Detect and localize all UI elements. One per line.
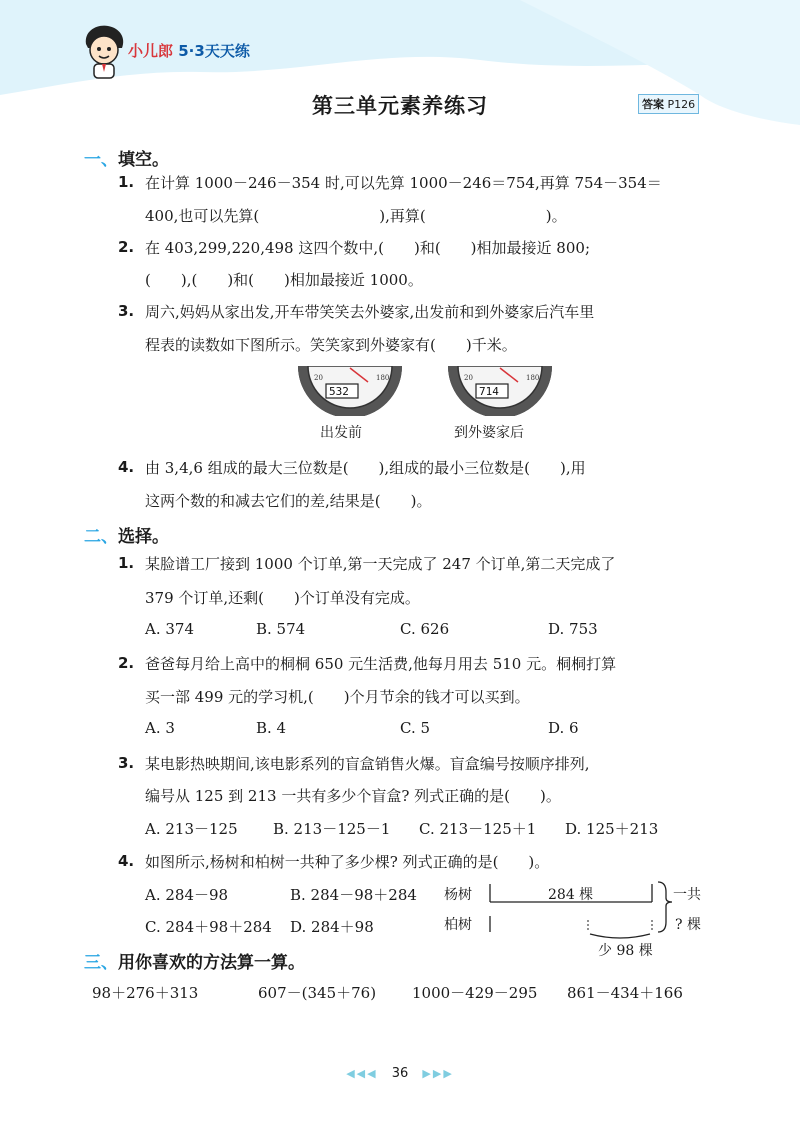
calc-expression: 98＋276＋313 (92, 984, 199, 1002)
diagram-total-label: 一共 (673, 887, 701, 903)
section-number: 三、 (84, 953, 118, 973)
brand-left: 小儿郎 (128, 42, 174, 60)
choice-option-b: B. 4 (256, 719, 287, 737)
odometer-reading: 714 (479, 385, 499, 398)
section-label: 选择。 (118, 527, 169, 547)
choice-option-b: B. 284－98＋284 (290, 886, 417, 904)
question-number: 4. (118, 852, 135, 870)
section-number: 一、 (84, 150, 118, 170)
question-line: 编号从 125 到 213 一共有多少个盲盒? 列式正确的是( )。 (145, 787, 561, 805)
choice-option-a: A. 213－125 (145, 820, 238, 838)
question-number: 1. (118, 173, 135, 191)
calc-expression: 861－434＋166 (567, 984, 683, 1002)
odometer-gauge-start (290, 366, 410, 416)
question-line: 买一部 499 元的学习机,( )个月节余的钱才可以买到。 (145, 688, 530, 706)
question-number: 2. (118, 238, 135, 256)
diagram-less-label: 少 98 棵 (598, 943, 653, 959)
choice-option-c: C. 284＋98＋284 (145, 918, 272, 936)
diagram-total-label: ? 棵 (675, 917, 701, 933)
gauge-tick-label: 180 (376, 374, 390, 382)
question-number: 1. (118, 554, 135, 572)
choice-option-d: D. 6 (548, 719, 579, 737)
footer-arrows-right-icon: ▶▶▶ (422, 1067, 454, 1080)
tree-count-diagram (480, 878, 680, 958)
choice-option-d: D. 125＋213 (565, 820, 659, 838)
question-line: 379 个订单,还剩( )个订单没有完成。 (145, 589, 420, 607)
mascot-icon (80, 22, 128, 80)
choice-option-c: C. 213－125＋1 (419, 820, 537, 838)
question-number: 3. (118, 754, 135, 772)
diagram-row-label: 杨树 (444, 887, 472, 903)
section-fill-heading (84, 145, 169, 170)
choice-option-b: B. 574 (256, 620, 306, 638)
question-line: 某脸谱工厂接到 1000 个订单,第一天完成了 247 个订单,第二天完成了 (145, 555, 616, 573)
choice-option-b: B. 213－125－1 (273, 820, 391, 838)
gauge-caption: 到外婆家后 (454, 425, 524, 441)
question-number: 4. (118, 458, 135, 476)
odometer-reading: 532 (329, 385, 349, 398)
question-line: 周六,妈妈从家出发,开车带笑笑去外婆家,出发前和到外婆家后汽车里 (145, 303, 595, 321)
question-line: 如图所示,杨树和柏树一共种了多少棵? 列式正确的是( )。 (145, 853, 550, 871)
brand-text (128, 40, 250, 61)
answer-reference (638, 94, 699, 114)
diagram-row-label: 柏树 (444, 917, 472, 933)
choice-option-a: A. 374 (145, 620, 194, 638)
answer-page: P126 (667, 98, 696, 111)
question-line: 在 403,299,220,498 这四个数中,( )和( )相加最接近 800; (145, 239, 590, 257)
gauge-tick-label: 20 (314, 374, 323, 382)
question-line: 程表的读数如下图所示。笑笑家到外婆家有( )千米。 (145, 336, 517, 354)
question-line: 由 3,4,6 组成的最大三位数是( ),组成的最小三位数是( ),用 (145, 459, 586, 477)
choice-option-c: C. 5 (400, 719, 431, 737)
section-calc-heading (84, 948, 305, 973)
question-number: 3. (118, 302, 135, 320)
calc-expression: 607－(345＋76) (258, 984, 377, 1002)
question-line: 400,也可以先算( ),再算( )。 (145, 207, 567, 225)
gauge-tick-label: 20 (464, 374, 473, 382)
section-label: 填空。 (118, 150, 169, 170)
footer-arrows-left-icon: ◀◀◀ (346, 1067, 378, 1080)
page-number: 36 (391, 1066, 409, 1081)
gauge-caption: 出发前 (320, 425, 362, 441)
calc-expression: 1000－429－295 (412, 984, 538, 1002)
page-footer (0, 1066, 800, 1081)
brand-right: 5·3天天练 (178, 42, 250, 60)
choice-option-d: D. 753 (548, 620, 598, 638)
question-line: ( ),( )和( )相加最接近 1000。 (145, 271, 423, 289)
choice-option-a: A. 3 (145, 719, 175, 737)
page-title: 第三单元素养练习 (312, 94, 488, 118)
question-line: 某电影热映期间,该电影系列的盲盒销售火爆。盲盒编号按顺序排列, (145, 755, 590, 773)
question-line: 在计算 1000－246－354 时,可以先算 1000－246＝754,再算 754－354＝ (145, 174, 662, 192)
question-number: 2. (118, 654, 135, 672)
choice-option-c: C. 626 (400, 620, 450, 638)
question-line: 爸爸每月给上高中的桐桐 650 元生活费,他每月用去 510 元。桐桐打算 (145, 655, 617, 673)
odometer-gauge-end (440, 366, 560, 416)
question-line: 这两个数的和减去它们的差,结果是( )。 (145, 492, 432, 510)
diagram-count-label: 284 棵 (548, 887, 594, 903)
answer-label: 答案 (642, 98, 664, 111)
section-label: 用你喜欢的方法算一算。 (118, 953, 305, 973)
gauge-tick-label: 180 (526, 374, 540, 382)
section-number: 二、 (84, 527, 118, 547)
choice-option-a: A. 284－98 (145, 886, 229, 904)
choice-option-d: D. 284＋98 (290, 918, 374, 936)
section-choice-heading (84, 522, 169, 547)
